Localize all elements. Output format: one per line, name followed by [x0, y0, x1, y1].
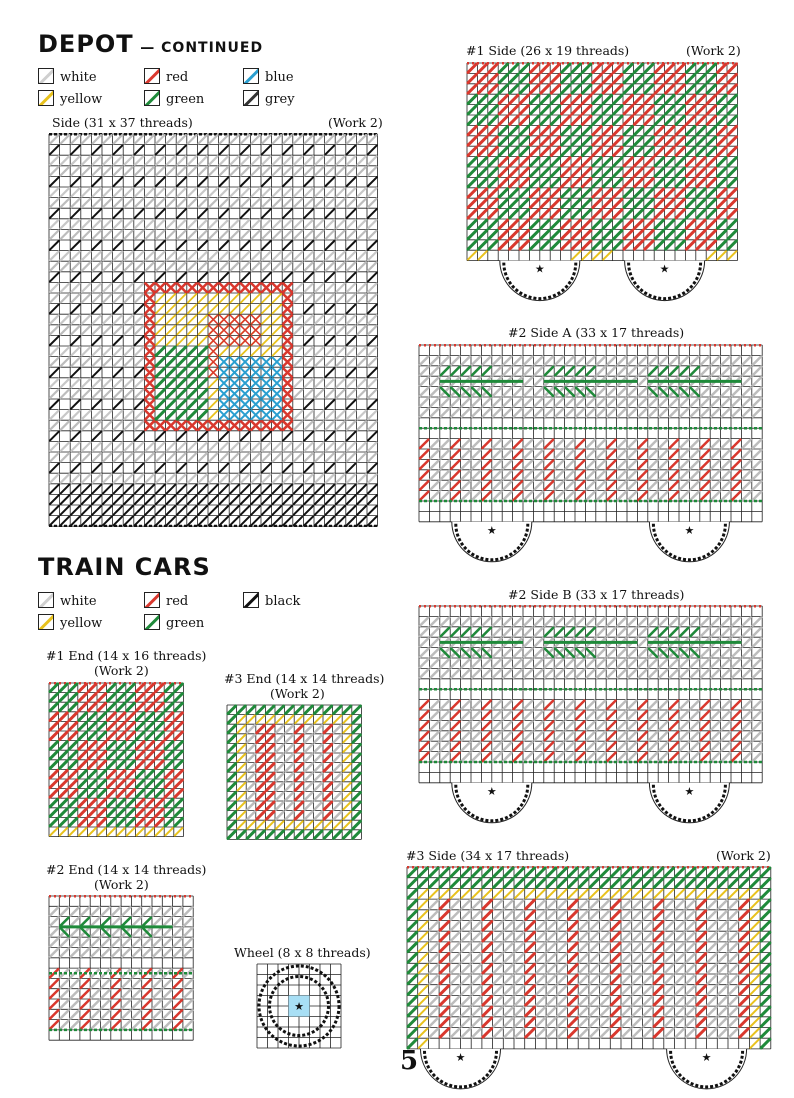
- end1-label: #1 End (14 x 16 threads): [46, 648, 207, 663]
- side3-label: #3 Side (34 x 17 threads): [406, 848, 570, 863]
- cars-legend-white: white: [38, 592, 97, 609]
- cars-legend-red: red: [144, 592, 188, 609]
- yellow-swatch-icon: [38, 90, 54, 106]
- side2b-chart: [418, 605, 763, 832]
- side3-work: (Work 2): [716, 848, 771, 863]
- side2b-label: #2 Side B (33 x 17 threads): [508, 587, 685, 602]
- side1-label: #1 Side (26 x 19 threads): [466, 43, 630, 58]
- depot-side-work: (Work 2): [328, 115, 383, 130]
- legend-green: green: [144, 90, 204, 107]
- cars-legend-yellow: yellow: [38, 614, 102, 631]
- green-swatch-icon: [144, 90, 160, 106]
- train-cars-title: TRAIN CARS: [38, 553, 211, 581]
- end2-work: (Work 2): [94, 877, 149, 892]
- cars-legend-green: green: [144, 614, 204, 631]
- svg-text:★: ★: [486, 784, 497, 798]
- depot-title-sub: — CONTINUED: [140, 40, 264, 56]
- red-swatch-icon: [144, 592, 160, 608]
- side2a-label: #2 Side A (33 x 17 threads): [508, 325, 685, 340]
- side1-chart: [466, 62, 738, 310]
- side3-chart: [406, 866, 772, 1098]
- wheel-chart: [256, 963, 342, 1049]
- legend-yellow: yellow: [38, 90, 102, 107]
- cars-legend-black: black: [243, 592, 300, 609]
- svg-text:★: ★: [455, 1050, 466, 1064]
- page-number: 5: [400, 1046, 419, 1076]
- white-swatch-icon: [38, 592, 54, 608]
- end3-work: (Work 2): [270, 686, 325, 701]
- legend-blue: blue: [243, 68, 294, 85]
- depot-side-chart: [48, 133, 379, 527]
- end3-chart: [226, 704, 362, 840]
- green-swatch-icon: [144, 614, 160, 630]
- end3-label: #3 End (14 x 14 threads): [224, 671, 385, 686]
- grey-swatch-icon: [243, 90, 259, 106]
- yellow-swatch-icon: [38, 614, 54, 630]
- depot-title: [38, 30, 263, 58]
- svg-text:★: ★: [486, 523, 497, 537]
- svg-text:★: ★: [534, 262, 545, 276]
- svg-text:★: ★: [659, 262, 670, 276]
- svg-text:★: ★: [294, 1000, 304, 1013]
- end1-chart: [48, 682, 184, 838]
- svg-text:★: ★: [684, 523, 695, 537]
- wheel-label: Wheel (8 x 8 threads): [234, 945, 371, 960]
- end1-work: (Work 2): [94, 663, 149, 678]
- depot-title-main: DEPOT: [38, 30, 134, 58]
- red-swatch-icon: [144, 68, 160, 84]
- end2-chart: [48, 895, 194, 1041]
- legend-red: red: [144, 68, 188, 85]
- depot-side-label: Side (31 x 37 threads): [52, 115, 193, 130]
- side1-work: (Work 2): [686, 43, 741, 58]
- white-swatch-icon: [38, 68, 54, 84]
- svg-text:★: ★: [684, 784, 695, 798]
- svg-text:★: ★: [701, 1050, 712, 1064]
- legend-grey: grey: [243, 90, 295, 107]
- legend-white: white: [38, 68, 97, 85]
- black-swatch-icon: [243, 592, 259, 608]
- side2a-chart: [418, 344, 763, 571]
- blue-swatch-icon: [243, 68, 259, 84]
- end2-label: #2 End (14 x 14 threads): [46, 862, 207, 877]
